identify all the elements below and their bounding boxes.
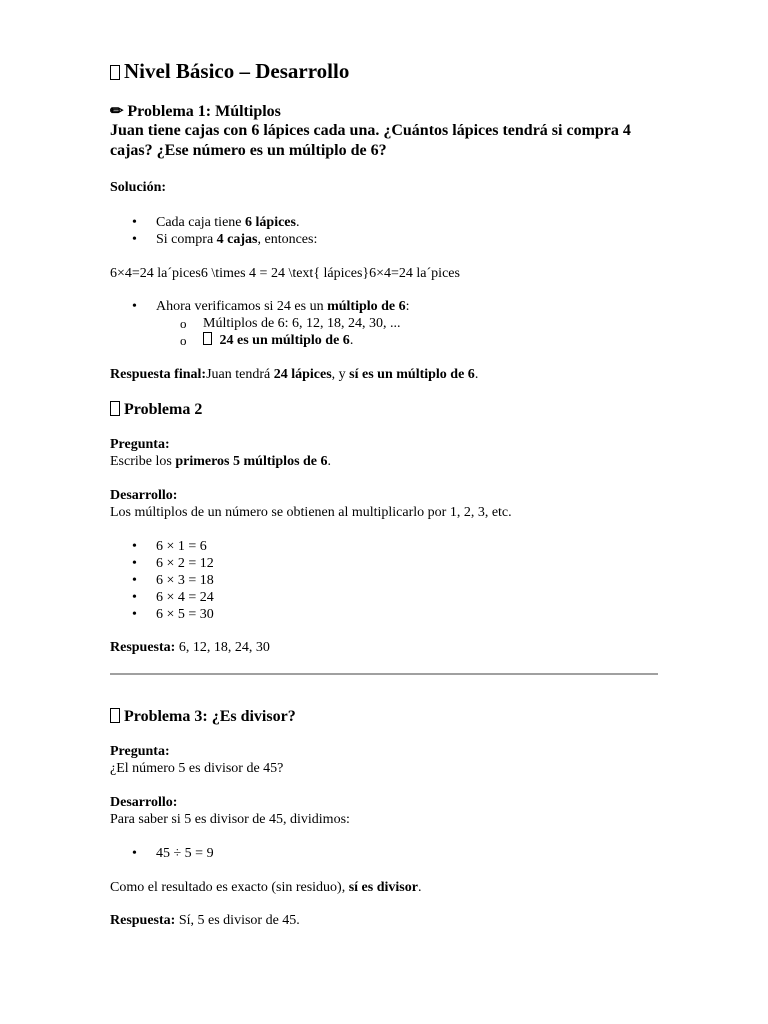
final-answer: Respuesta final:Juan tendrá 24 lápices, y sí es un múltiplo de 6. — [110, 367, 479, 382]
list-item: • Cada caja tiene 6 lápices. — [156, 214, 658, 231]
list-item: • 6 × 2 = 12 — [156, 555, 658, 572]
development-label: Desarrollo: — [110, 795, 178, 810]
list-item: • 6 × 5 = 30 — [156, 606, 658, 623]
equation-text: 6×4=24 la´pices6 \times 4 = 24 \text{ lápices}6×4=24 la´pices — [110, 266, 460, 281]
box-glyph-icon — [110, 708, 120, 723]
problem-1-heading: ✏ Problema 1: Múltiplos — [110, 103, 281, 120]
list-item: • Si compra 4 cajas, entonces: — [156, 231, 658, 248]
list-item: • 6 × 1 = 6 — [156, 538, 658, 555]
solution-label: Solución: — [110, 180, 167, 195]
problem-3-heading: Problema 3: ¿Es divisor? — [110, 707, 658, 727]
sub-list-item: o Múltiplos de 6: 6, 12, 18, 24, 30, ... — [203, 315, 658, 332]
question-text: ¿El número 5 es divisor de 45? — [110, 761, 284, 776]
list-item: • Ahora verificamos si 24 es un múltiplo de 6: o Múltiplos de 6: 6, 12, 18, 24, 30, ... o 24 es un múltiplo de 6. — [156, 298, 658, 349]
page-title: Nivel Básico – Desarrollo — [110, 58, 658, 84]
question-text: Escribe los primeros 5 múltiplos de 6. — [110, 454, 332, 469]
problem-1-bullet-list — [110, 214, 658, 248]
division-list — [110, 845, 658, 862]
question-label: Pregunta: — [110, 437, 170, 452]
box-glyph-icon — [110, 401, 120, 416]
conclusion-text: Como el resultado es exacto (sin residuo), sí es divisor. — [110, 880, 422, 895]
section-divider — [110, 673, 658, 675]
problem-2-heading: Problema 2 — [110, 400, 658, 420]
answer: Respuesta: 6, 12, 18, 24, 30 — [110, 640, 270, 655]
development-text: Para saber si 5 es divisor de 45, dividimos: — [110, 812, 350, 827]
list-item: • 45 ÷ 5 = 9 — [156, 845, 658, 862]
check-box-icon — [203, 332, 212, 345]
problem-1-question: Juan tiene cajas con 6 lápices cada una. ¿Cuántos lápices tendrá si compra 4 cajas? ¿Ese número es un múltiplo de 6? — [110, 122, 631, 159]
multiples-sublist — [156, 315, 658, 349]
question-label: Pregunta: — [110, 744, 170, 759]
answer: Respuesta: Sí, 5 es divisor de 45. — [110, 913, 300, 928]
sub-list-item: o 24 es un múltiplo de 6. — [203, 332, 658, 349]
multiples-list — [110, 538, 658, 623]
list-item: • 6 × 4 = 24 — [156, 589, 658, 606]
development-text: Los múltiplos de un número se obtienen al multiplicarlo por 1, 2, 3, etc. — [110, 505, 512, 520]
document-page — [110, 58, 658, 929]
development-label: Desarrollo: — [110, 488, 178, 503]
list-item: • 6 × 3 = 18 — [156, 572, 658, 589]
box-glyph-icon — [110, 65, 120, 80]
pencil-icon: ✏ — [110, 103, 124, 120]
verify-list — [110, 298, 658, 349]
